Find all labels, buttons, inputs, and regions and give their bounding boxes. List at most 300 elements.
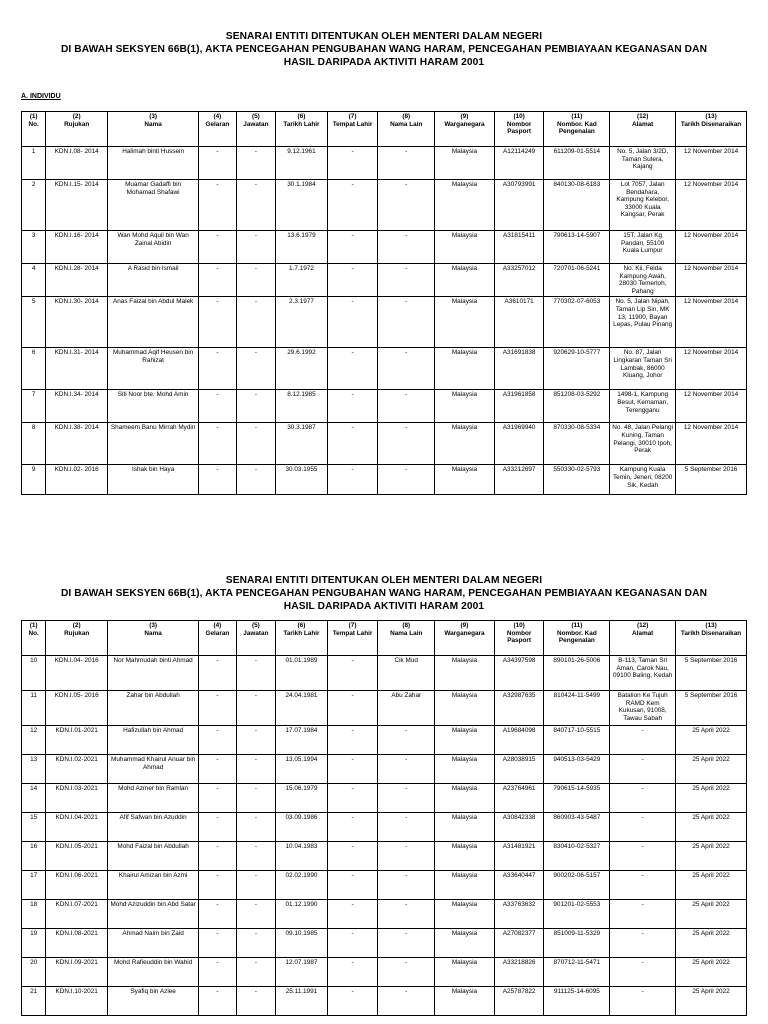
column-number: (4) — [213, 113, 222, 120]
table-cell: 851208-03-5292 — [544, 390, 610, 423]
table-cell: Shameem Banu Mirrah Mydin — [108, 423, 199, 465]
table-cell: - — [378, 784, 435, 813]
table-cell: Ishak bin Haya — [108, 465, 199, 495]
column-label: Rujukan — [64, 120, 90, 128]
table-cell: - — [199, 958, 236, 987]
table-cell: Malaysia — [435, 900, 495, 929]
table-cell: Wan Mohd Aquil bin Wan Zainal Abidin — [108, 231, 199, 264]
table-cell: 9.12.1961 — [276, 147, 328, 180]
table-cell: KDN.I.38- 2014 — [46, 423, 108, 465]
table-cell: - — [199, 147, 236, 180]
table-cell: - — [236, 929, 275, 958]
header-row — [22, 112, 747, 147]
table-cell: 29.6.1992 — [276, 348, 328, 390]
table-cell: 25 April 2022 — [676, 929, 747, 958]
table-cell: No. 48, Jalan Pelangi Kuning, Taman Pelangi, 30010 Ipoh, Perak — [610, 423, 676, 465]
table-cell: Malaysia — [435, 231, 495, 264]
table-cell: 12 November 2014 — [676, 147, 747, 180]
header-row — [22, 621, 747, 656]
column-number: (9) — [460, 113, 469, 120]
column-header — [435, 112, 495, 147]
table-cell: 17.07.1984 — [276, 726, 328, 755]
table-cell: KDN.I.15- 2014 — [46, 180, 108, 231]
table-cell: - — [236, 231, 275, 264]
table-cell: 1 — [22, 147, 46, 180]
table-cell: KDN.I.10-2021 — [46, 987, 108, 1016]
table-cell: Batalion Ke Tujuh RAMD Kem Kukusan, 91008, Tawau Sabah — [610, 691, 676, 726]
table-cell: - — [378, 297, 435, 348]
table-cell: KDN.I.03-2021 — [46, 784, 108, 813]
table-cell: 12 — [22, 726, 46, 755]
table-cell: 900202-06-5157 — [544, 871, 610, 900]
table-cell: - — [236, 180, 275, 231]
table-cell: - — [378, 929, 435, 958]
table-cell: 21 — [22, 987, 46, 1016]
table-cell: - — [378, 813, 435, 842]
table-row — [22, 755, 747, 784]
column-number: (1) — [29, 113, 38, 120]
table-cell: 13.6.1979 — [276, 231, 328, 264]
table-cell: Mohd Rafieuddin bin Wahid — [108, 958, 199, 987]
table-cell: 25 April 2022 — [676, 784, 747, 813]
column-label: Tarikh Lahir — [283, 629, 320, 637]
table-cell: 25 April 2022 — [676, 726, 747, 755]
table-cell: Malaysia — [435, 726, 495, 755]
table-cell: 720701-06-5241 — [544, 264, 610, 297]
table-cell: No. 5, Jalan 3/2D, Taman Sutera, Kajang — [610, 147, 676, 180]
column-label: Gelaran — [205, 120, 230, 128]
table-cell: - — [610, 871, 676, 900]
table-cell: - — [610, 929, 676, 958]
column-label: Nama Lain — [390, 629, 423, 637]
table-cell: - — [236, 755, 275, 784]
table-cell: Lot 7057, Jalan Bendahara, Kampung Kelebor, 33000 Kuala Kangsar, Perak — [610, 180, 676, 231]
table-cell: - — [327, 842, 378, 871]
table-cell: 02.02.1990 — [276, 871, 328, 900]
table-cell: Muamar Gadaffi bin Mohamad Shafawi — [108, 180, 199, 231]
table-cell: - — [378, 958, 435, 987]
column-label: Tempat Lahir — [332, 629, 373, 637]
table-cell: - — [327, 929, 378, 958]
table-cell: 12 November 2014 — [676, 231, 747, 264]
table-cell: - — [199, 691, 236, 726]
table-cell: 8 — [22, 423, 46, 465]
table-cell: - — [327, 656, 378, 691]
table-cell: 2.3.1977 — [276, 297, 328, 348]
table-cell: 5 — [22, 297, 46, 348]
table-cell: Zahar bin Abdullah — [108, 691, 199, 726]
table-cell: - — [236, 784, 275, 813]
table-cell: - — [378, 348, 435, 390]
table-row — [22, 465, 747, 495]
table-cell: 860903-43-5487 — [544, 813, 610, 842]
table-cell: A30842338 — [494, 813, 544, 842]
table-cell: - — [199, 871, 236, 900]
table-cell: 15.06.1979 — [276, 784, 328, 813]
column-number: (11) — [571, 113, 583, 120]
table-cell: Abu Zahar — [378, 691, 435, 726]
column-number: (2) — [72, 113, 81, 120]
column-label: Tarikh Disenaraikan — [680, 120, 742, 128]
table-cell: 13 — [22, 755, 46, 784]
table-cell: - — [378, 465, 435, 495]
column-number: (13) — [705, 113, 717, 120]
column-number: (8) — [402, 622, 411, 629]
table-cell: - — [327, 465, 378, 495]
table-cell: - — [199, 231, 236, 264]
table-cell: Malaysia — [435, 987, 495, 1016]
title-line: HASIL DARIPADA AKTIVITI HARAM 2001 — [283, 601, 485, 612]
column-header — [676, 621, 747, 656]
document-title — [0, 30, 768, 69]
column-header — [22, 112, 46, 147]
column-number: (7) — [348, 113, 357, 120]
table-cell: 24.04.1981 — [276, 691, 328, 726]
table-cell: - — [199, 813, 236, 842]
table-row — [22, 691, 747, 726]
table-cell: KDN.I.28- 2014 — [46, 264, 108, 297]
column-header — [46, 621, 108, 656]
table-row — [22, 813, 747, 842]
table-cell: 3 — [22, 231, 46, 264]
table-cell: Mohd Azizuddin bin Abd Satar — [108, 900, 199, 929]
column-label: Gelaran — [205, 629, 230, 637]
table-cell: 01.12.1990 — [276, 900, 328, 929]
table-cell: - — [378, 987, 435, 1016]
table-cell: - — [327, 390, 378, 423]
title-line: DI BAWAH SEKSYEN 66B(1), AKTA PENCEGAHAN PENGUBAHAN WANG HARAM, PENCEGAHAN PEMBIAYAAN KEGANASAN DAN — [60, 588, 708, 599]
table-cell: - — [327, 297, 378, 348]
table-cell: - — [199, 390, 236, 423]
column-number: (10) — [513, 622, 525, 629]
table-cell: - — [378, 390, 435, 423]
table-cell: - — [327, 423, 378, 465]
table-cell: KDN.I.05-2021 — [46, 842, 108, 871]
table-cell: 7 — [22, 390, 46, 423]
table-cell: KDN.I.30- 2014 — [46, 297, 108, 348]
column-label: Tarikh Lahir — [283, 120, 320, 128]
table-cell: 25 April 2022 — [676, 813, 747, 842]
table-cell: A19684098 — [494, 726, 544, 755]
table-cell: A31815411 — [494, 231, 544, 264]
table-cell: - — [199, 656, 236, 691]
table-cell: Mohd Faizal bin Abdullah — [108, 842, 199, 871]
table-cell: - — [327, 871, 378, 900]
table-cell: 5 September 2016 — [676, 691, 747, 726]
table-cell: 1.7.1972 — [276, 264, 328, 297]
table-cell: 25 April 2022 — [676, 987, 747, 1016]
table-cell: - — [327, 147, 378, 180]
column-label: Jawatan — [243, 120, 269, 128]
table-cell: 30.03.1955 — [276, 465, 328, 495]
table-cell: - — [236, 871, 275, 900]
column-header — [22, 621, 46, 656]
table-row — [22, 297, 747, 348]
table-body — [22, 656, 747, 1016]
table-cell: - — [199, 987, 236, 1016]
table-cell: - — [610, 842, 676, 871]
table-cell: - — [378, 842, 435, 871]
table-cell: - — [199, 929, 236, 958]
table-cell: 5 September 2016 — [676, 465, 747, 495]
column-header — [276, 621, 328, 656]
column-number: (3) — [149, 622, 158, 629]
column-number: (5) — [251, 113, 260, 120]
table-row — [22, 987, 747, 1016]
table-cell: A33640447 — [494, 871, 544, 900]
table-cell: KDN.I.09-2021 — [46, 958, 108, 987]
table-cell: Siti Noor bte. Mohd Amin — [108, 390, 199, 423]
table-cell: A27082377 — [494, 929, 544, 958]
table-cell: - — [378, 755, 435, 784]
document-title-repeat — [0, 574, 768, 613]
table-cell: 12 November 2014 — [676, 423, 747, 465]
table-cell: 901201-02-5553 — [544, 900, 610, 929]
table-cell: 25 April 2022 — [676, 958, 747, 987]
table-cell: 870330-08-5334 — [544, 423, 610, 465]
column-label: Nama — [144, 629, 162, 637]
table-cell: - — [199, 726, 236, 755]
table-cell: Nor Mahmudah binti Ahmad — [108, 656, 199, 691]
table-cell: KDN.I.08-2021 — [46, 929, 108, 958]
table-cell: 911125-14-6095 — [544, 987, 610, 1016]
table-cell: Kampung Kuala Temin, Jeneri, 08200 Sik, Kedah — [610, 465, 676, 495]
table-row — [22, 390, 747, 423]
table-cell: Malaysia — [435, 348, 495, 390]
table-cell: Malaysia — [435, 147, 495, 180]
column-header — [494, 112, 544, 147]
table-cell: Malaysia — [435, 180, 495, 231]
column-header — [236, 621, 275, 656]
table-cell: - — [236, 348, 275, 390]
table-cell: A31481921 — [494, 842, 544, 871]
individual-table-2 — [21, 620, 747, 1016]
table-row — [22, 147, 747, 180]
table-cell: 870712-11-5471 — [544, 958, 610, 987]
column-number: (6) — [297, 113, 306, 120]
column-label: Nombor. Kad Pengenalan — [556, 629, 597, 645]
table-cell: Cik Mud — [378, 656, 435, 691]
table-cell: - — [327, 180, 378, 231]
table-cell: 830410-02-5327 — [544, 842, 610, 871]
table-cell: - — [199, 784, 236, 813]
column-header — [236, 112, 275, 147]
table-cell: 10.04.1983 — [276, 842, 328, 871]
column-header — [435, 621, 495, 656]
table-cell: Hafizullah bin Ahmad — [108, 726, 199, 755]
column-number: (10) — [513, 113, 525, 120]
table-row — [22, 726, 747, 755]
column-header — [378, 621, 435, 656]
table-cell: - — [199, 423, 236, 465]
table-cell: No. Kii, Felda Kampung Awah, 28030 Temerloh, Pahang — [610, 264, 676, 297]
table-row — [22, 958, 747, 987]
table-cell: 4 — [22, 264, 46, 297]
table-cell: - — [610, 900, 676, 929]
table-cell: Muhammad Aqif Heusen bin Rahizat — [108, 348, 199, 390]
table-cell: - — [610, 958, 676, 987]
table-cell: - — [236, 264, 275, 297]
table-cell: - — [327, 264, 378, 297]
table-cell: A28038915 — [494, 755, 544, 784]
table-cell: KDN.I.05- 2016 — [46, 691, 108, 726]
table-cell: Malaysia — [435, 656, 495, 691]
table-cell: 17 — [22, 871, 46, 900]
table-cell: - — [610, 784, 676, 813]
table-cell: Malaysia — [435, 264, 495, 297]
table-cell: Malaysia — [435, 958, 495, 987]
table-cell: - — [236, 958, 275, 987]
table-cell: 30.1.1984 — [276, 180, 328, 231]
column-label: Warganegara — [444, 120, 485, 128]
table-cell: - — [236, 465, 275, 495]
table-cell: - — [236, 297, 275, 348]
table-cell: - — [199, 348, 236, 390]
table-cell: 12 November 2014 — [676, 297, 747, 348]
table-cell: - — [378, 726, 435, 755]
table-cell: 611209-01-5514 — [544, 147, 610, 180]
table-cell: - — [327, 900, 378, 929]
table-cell: 25 April 2022 — [676, 871, 747, 900]
table-row — [22, 871, 747, 900]
table-cell: Mohd Azmer bin Ramlan — [108, 784, 199, 813]
table-cell: 6 — [22, 348, 46, 390]
title-line: DI BAWAH SEKSYEN 66B(1), AKTA PENCEGAHAN PENGUBAHAN WANG HARAM, PENCEGAHAN PEMBIAYAAN KEGANASAN DAN — [60, 44, 708, 55]
table-cell: Malaysia — [435, 871, 495, 900]
column-label: Nombor. Kad Pengenalan — [556, 120, 597, 136]
table-row — [22, 180, 747, 231]
table-cell: 13.05.1994 — [276, 755, 328, 784]
table-cell: - — [236, 390, 275, 423]
table-cell: 920629-10-5777 — [544, 348, 610, 390]
table-cell: Afif Safwan bin Azuddin — [108, 813, 199, 842]
table-cell: - — [327, 726, 378, 755]
title-line: SENARAI ENTITI DITENTUKAN OLEH MENTERI DALAM NEGERI — [225, 575, 543, 586]
table-cell: 12 November 2014 — [676, 264, 747, 297]
table-cell: Ahmad Naim bin Zaid — [108, 929, 199, 958]
column-number: (5) — [251, 622, 260, 629]
column-header — [199, 621, 236, 656]
table-cell: - — [236, 656, 275, 691]
table-cell: A34397598 — [494, 656, 544, 691]
title-line: HASIL DARIPADA AKTIVITI HARAM 2001 — [283, 57, 485, 68]
table-cell: 15T, Jalan Kg Pandan, 55100 Kuala Lumpur — [610, 231, 676, 264]
table-cell: - — [236, 147, 275, 180]
table-row — [22, 784, 747, 813]
table-cell: No. 5, Jalan Nipah, Taman Lip Sin, MK 13, 11900, Bayan Lepas, Pulau Pinang — [610, 297, 676, 348]
column-number: (6) — [297, 622, 306, 629]
table-cell: 890101-26-5006 — [544, 656, 610, 691]
table-cell: KDN.I.31- 2014 — [46, 348, 108, 390]
column-header — [327, 621, 378, 656]
column-label: Tarikh Disenaraikan — [680, 629, 742, 637]
table-cell: - — [199, 297, 236, 348]
column-number: (12) — [636, 113, 649, 120]
table-cell: - — [199, 465, 236, 495]
column-header — [544, 112, 610, 147]
table-cell: Syafiq bin Azlee — [108, 987, 199, 1016]
column-number: (4) — [213, 622, 222, 629]
table-cell: Khairul Amizan bin Azmi — [108, 871, 199, 900]
table-cell: KDN.I.04- 2016 — [46, 656, 108, 691]
table-cell: - — [378, 900, 435, 929]
table-cell: Malaysia — [435, 297, 495, 348]
table-body — [22, 147, 747, 495]
table-cell: - — [327, 813, 378, 842]
table-cell: Muhammad Khairul Anuar bin Ahmad — [108, 755, 199, 784]
table-cell: 851009-11-5329 — [544, 929, 610, 958]
table-cell: 03.09.1986 — [276, 813, 328, 842]
column-header — [108, 112, 199, 147]
table-cell: - — [199, 755, 236, 784]
table-cell: - — [327, 958, 378, 987]
table-cell: A25787822 — [494, 987, 544, 1016]
table-row — [22, 929, 747, 958]
table-cell: A12114249 — [494, 147, 544, 180]
table-cell: 20 — [22, 958, 46, 987]
table-cell: A33212697 — [494, 465, 544, 495]
table-cell: KDN.I.08- 2014 — [46, 147, 108, 180]
table-cell: Malaysia — [435, 465, 495, 495]
table-cell: - — [327, 231, 378, 264]
table-cell: A33763632 — [494, 900, 544, 929]
table-cell: - — [236, 423, 275, 465]
table-cell: - — [236, 691, 275, 726]
table-cell: Malaysia — [435, 691, 495, 726]
table-cell: No. 87, Jalan Lingkaran Taman Sri Lambak, 86000 Kluang, Johor — [610, 348, 676, 390]
table-cell: - — [199, 842, 236, 871]
table-cell: A23764961 — [494, 784, 544, 813]
table-cell: 840717-10-5515 — [544, 726, 610, 755]
table-cell: Malaysia — [435, 842, 495, 871]
column-label: Alamat — [632, 629, 654, 637]
table-cell: 940513-03-5429 — [544, 755, 610, 784]
table-cell: 16 — [22, 842, 46, 871]
table-cell: 25.11.1991 — [276, 987, 328, 1016]
table-cell: A31969940 — [494, 423, 544, 465]
table-cell: 09.10.1985 — [276, 929, 328, 958]
table-cell: - — [327, 348, 378, 390]
table-cell: Malaysia — [435, 784, 495, 813]
table-cell: Malaysia — [435, 423, 495, 465]
table-cell: A31691838 — [494, 348, 544, 390]
column-header — [199, 112, 236, 147]
table-cell: 18 — [22, 900, 46, 929]
table-cell: KDN.I.34- 2014 — [46, 390, 108, 423]
table-cell: Malaysia — [435, 929, 495, 958]
column-label: No. — [28, 120, 39, 128]
table-cell: KDN.I.04-2021 — [46, 813, 108, 842]
table-cell: B-113, Taman Sri Aman, Carok Nau, 09100 Baling, Kedah — [610, 656, 676, 691]
table-cell: - — [378, 231, 435, 264]
table-cell: - — [236, 813, 275, 842]
table-cell: - — [236, 987, 275, 1016]
table-cell: - — [610, 755, 676, 784]
table-cell: KDN.I.02- 2016 — [46, 465, 108, 495]
table-cell: 11 — [22, 691, 46, 726]
table-cell: - — [610, 987, 676, 1016]
table-cell: A Rasid bin Ismail — [108, 264, 199, 297]
table-cell: - — [378, 423, 435, 465]
table-cell: - — [327, 784, 378, 813]
table-cell: 25 April 2022 — [676, 842, 747, 871]
column-header — [676, 112, 747, 147]
table-cell: 25 April 2022 — [676, 755, 747, 784]
table-cell: 10 — [22, 656, 46, 691]
individual-table-1 — [21, 111, 747, 495]
table-cell: 15 — [22, 813, 46, 842]
column-header — [46, 112, 108, 147]
